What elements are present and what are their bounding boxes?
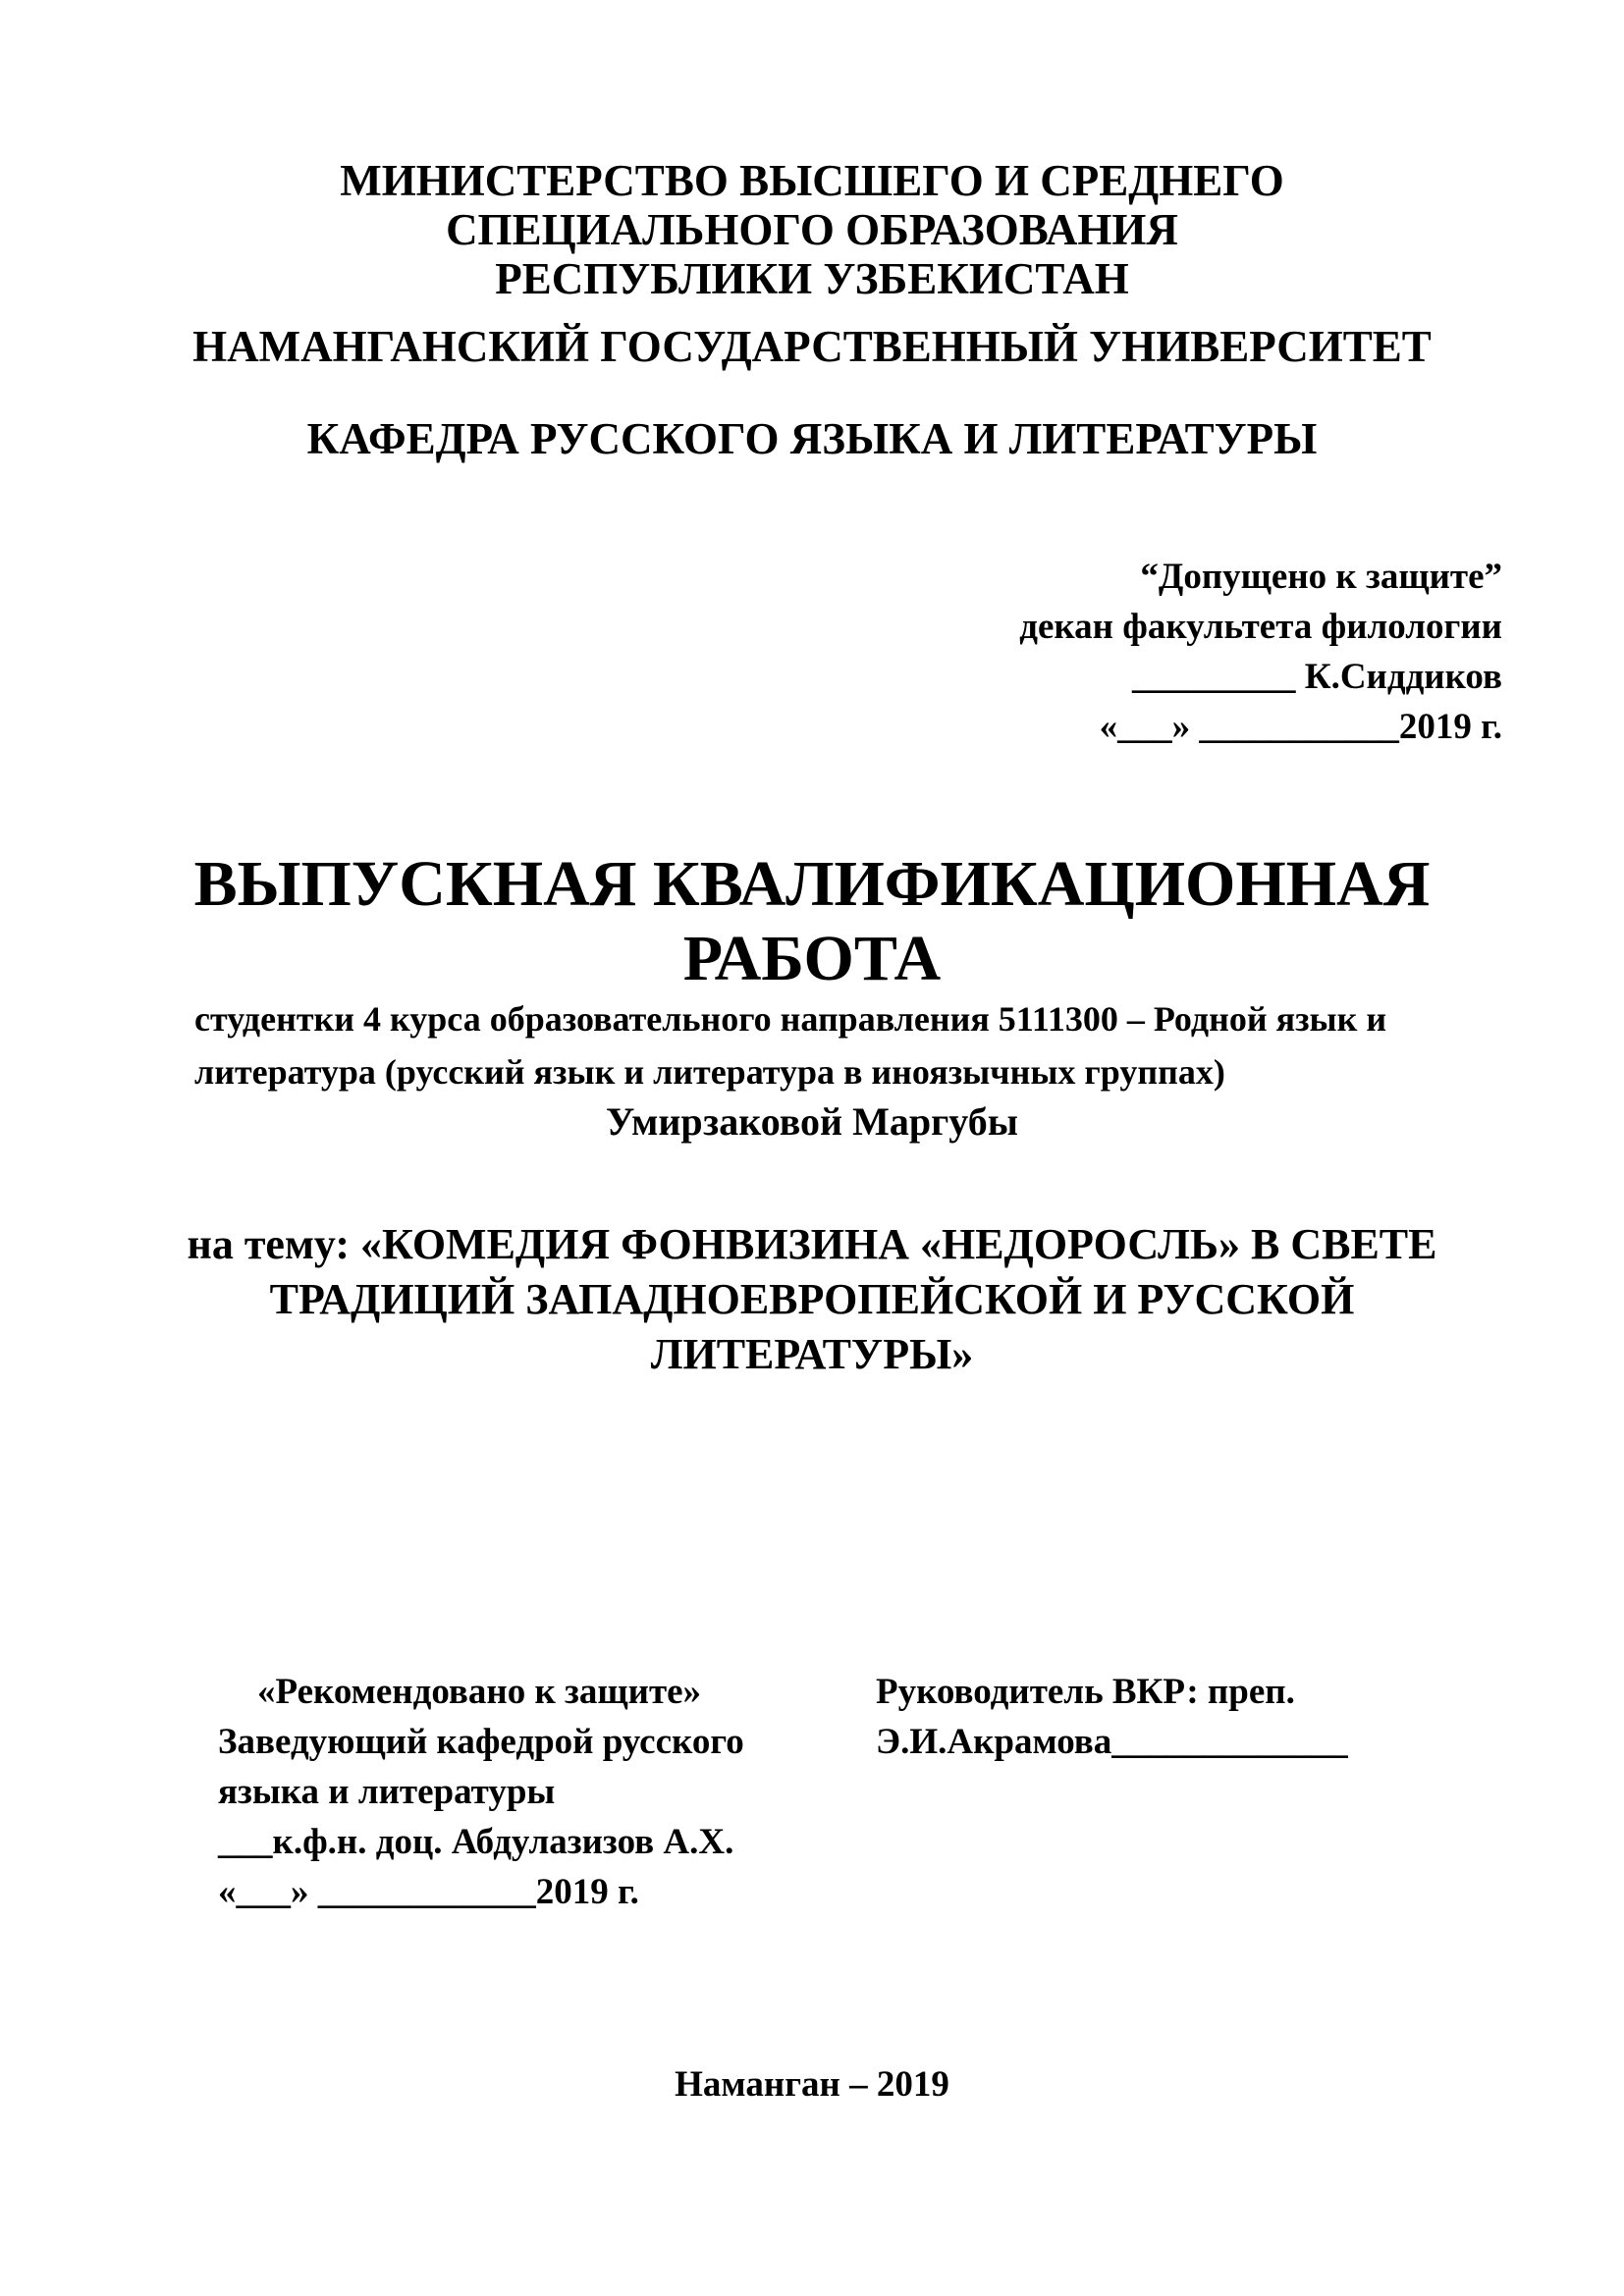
ministry-line-3: РЕСПУБЛИКИ УЗБЕКИСТАН xyxy=(495,254,1129,303)
recommendation-line-2: Заведующий кафедрой русского xyxy=(218,1722,744,1762)
student-description-line-2: литература (русский язык и литература в иноязычных группах) xyxy=(194,1052,1225,1092)
approval-signature-line: _________ К.Сиддиков xyxy=(1131,657,1502,697)
ministry-line-2: СПЕЦИАЛЬНОГО ОБРАЗОВАНИЯ xyxy=(446,205,1178,254)
recommendation-line-4: ___к.ф.н. доц. Абдулазизов А.Х. xyxy=(218,1822,734,1862)
student-name: Умирзаковой Маргубы xyxy=(606,1099,1018,1144)
recommendation-line-1: «Рекомендовано к защите» xyxy=(257,1672,702,1712)
approval-date-line: «___» ___________2019 г. xyxy=(1099,707,1502,747)
topic-line-3: ЛИТЕРАТУРЫ» xyxy=(650,1330,974,1378)
work-title-line-1: ВЫПУСКНАЯ КВАЛИФИКАЦИОННАЯ xyxy=(193,848,1431,920)
approval-status: “Допущено к защите” xyxy=(1140,557,1502,597)
topic-line-2: ТРАДИЦИЙ ЗАПАДНОЕВРОПЕЙСКОЙ И РУССКОЙ xyxy=(269,1275,1355,1323)
supervisor-line-2: Э.И.Акрамова_____________ xyxy=(876,1722,1348,1762)
topic-line-1: на тему: «КОМЕДИЯ ФОНВИЗИНА «НЕДОРОСЛЬ» В СВЕТЕ xyxy=(187,1220,1437,1268)
supervisor-line-1: Руководитель ВКР: преп. xyxy=(876,1672,1295,1712)
city-year: Наманган – 2019 xyxy=(675,2064,949,2105)
student-description-line-1: студентки 4 курса образовательного направления 5111300 – Родной язык и xyxy=(194,999,1387,1039)
recommendation-line-3: языка и литературы xyxy=(218,1772,556,1812)
university-name: НАМАНГАНСКИЙ ГОСУДАРСТВЕННЫЙ УНИВЕРСИТЕТ xyxy=(192,322,1432,371)
approval-dean-title: декан факультета филологии xyxy=(1019,607,1502,647)
work-title-line-2: РАБОТА xyxy=(682,923,942,994)
recommendation-line-5: «___» ____________2019 г. xyxy=(218,1872,639,1912)
department-name: КАФЕДРА РУССКОГО ЯЗЫКА И ЛИТЕРАТУРЫ xyxy=(306,414,1318,463)
ministry-line-1: МИНИСТЕРСТВО ВЫСШЕГО И СРЕДНЕГО xyxy=(340,156,1284,205)
